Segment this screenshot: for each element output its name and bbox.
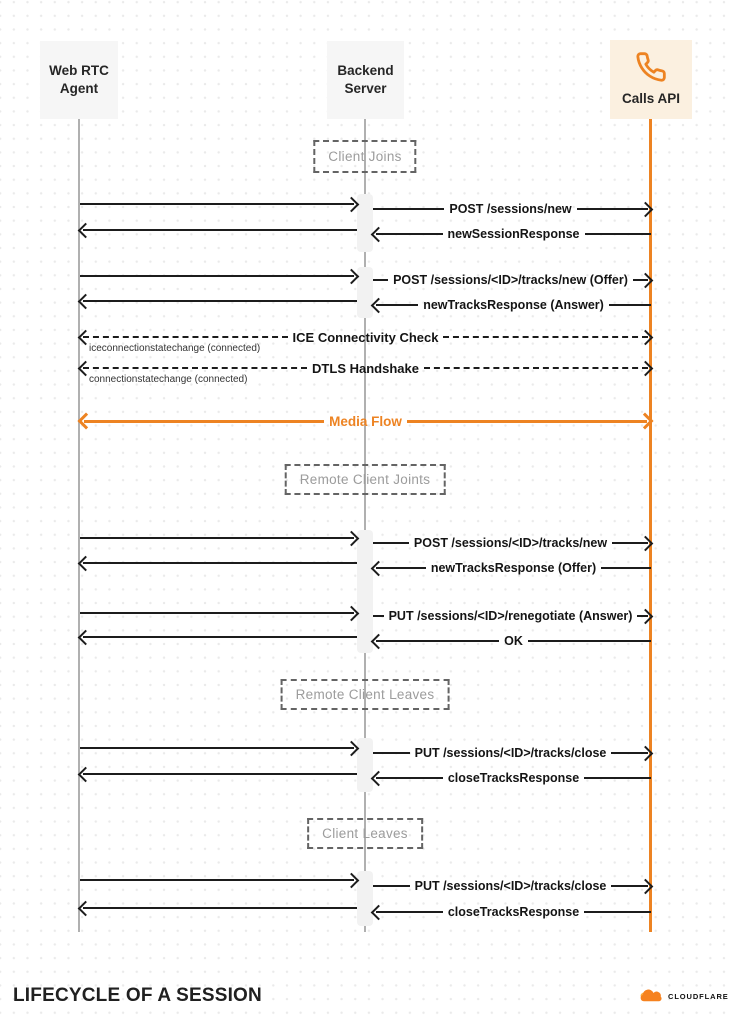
message-agent-to-backend-offer [80,267,357,285]
message-line [601,567,651,569]
message-label: newTracksResponse (Offer) [430,561,597,575]
message-label: newSessionResponse [447,227,580,241]
cloudflare-logo [638,989,729,1003]
message-line [584,911,651,913]
message-put-renegotiate-answer [373,607,651,625]
message-label: closeTracksResponse [447,771,580,785]
message-line [373,752,410,754]
message-label: POST /sessions/<ID>/tracks/new (Offer) [393,273,628,287]
message-backend-to-agent-session [80,221,357,239]
activation-bar [357,530,373,653]
participant-webrtc-agent [40,41,118,119]
arrowhead-left-icon [371,633,387,649]
message-new-session-response [373,225,651,243]
message-backend-to-agent-close-remote [80,765,357,783]
message-label: POST /sessions/<ID>/tracks/new [413,536,608,550]
message-close-tracks-response-remote [373,769,651,787]
message-label: PUT /sessions/<ID>/renegotiate (Answer) [388,609,633,623]
message-line [83,367,307,369]
message-post-sessions-new [373,200,651,218]
activation-bar [357,267,373,318]
message-label: closeTracksResponse [447,905,580,919]
arrowhead-right-icon [344,268,360,284]
message-line [83,300,357,302]
arrowhead-right-icon [637,413,654,430]
message-line [609,304,651,306]
participant-label: Web RTC [49,63,109,79]
message-line [83,336,288,338]
message-line [84,420,324,423]
message-line [83,229,357,231]
message-agent-to-backend-join [80,195,357,213]
message-media-flow [80,412,651,430]
message-agent-to-backend-renegotiate [80,604,357,622]
arrowhead-left-icon [371,770,387,786]
message-backend-to-agent-answer [80,292,357,310]
message-line [376,640,499,642]
arrowhead-right-icon [638,329,654,345]
message-post-tracks-new-offer [373,271,651,289]
message-renegotiate-ok [373,632,651,650]
participant-label: Agent [59,81,99,96]
arrowhead-right-icon [638,878,654,894]
message-line [80,747,354,749]
arrowhead-left-icon [371,904,387,920]
arrowhead-right-icon [638,360,654,376]
message-label: ICE Connectivity Check [292,329,439,345]
message-line [83,636,357,638]
arrowhead-left-icon [78,766,94,782]
arrowhead-left-icon [371,560,387,576]
message-put-tracks-close [373,877,651,895]
message-line [584,777,651,779]
message-agent-to-backend-remote-leave [80,739,357,757]
message-close-tracks-response [373,903,651,921]
lifeline-webrtc-agent [78,119,80,932]
message-line [373,208,444,210]
participant-label: Backend [337,63,394,79]
message-label: POST /sessions/new [449,202,572,216]
participant-backend-server [327,41,404,119]
cloudflare-cloud-icon [638,989,664,1003]
participant-label: Calls API [621,91,681,107]
message-line [407,420,647,423]
section-remote-client-leaves [281,679,450,710]
arrowhead-left-icon [78,413,95,430]
arrowhead-right-icon [638,535,654,551]
section-client-leaves [307,818,423,849]
arrowhead-right-icon [344,196,360,212]
message-label: DTLS Handshake [312,360,419,376]
message-line [80,537,354,539]
message-dtls-handshake [80,359,651,385]
activation-bar [357,194,373,252]
arrowhead-right-icon [344,530,360,546]
message-put-tracks-close-remote [373,744,651,762]
message-new-tracks-response-answer [373,296,651,314]
section-remote-client-joints [285,464,446,495]
arrowhead-left-icon [78,222,94,238]
arrowhead-right-icon [344,740,360,756]
participant-calls-api [610,40,692,119]
section-label: Remote Client Joints [299,472,431,487]
message-line [424,367,648,369]
message-backend-to-agent-offer [80,554,357,572]
arrowhead-right-icon [344,605,360,621]
participant-label: Server [344,81,387,96]
message-label: newTracksResponse (Answer) [423,298,604,312]
message-sublabel: iceconnectionstatechange (connected) [89,343,261,354]
message-line [80,203,354,205]
message-ice-connectivity-check [80,328,651,354]
section-label: Client Leaves [322,826,408,841]
message-sublabel: connectionstatechange (connected) [89,374,248,385]
arrowhead-right-icon [638,608,654,624]
phone-icon [635,51,667,83]
arrowhead-left-icon [371,226,387,242]
message-agent-to-backend-leave [80,871,357,889]
message-line [83,773,357,775]
section-label: Remote Client Leaves [295,687,435,702]
arrowhead-left-icon [78,629,94,645]
message-label: PUT /sessions/<ID>/tracks/close [414,746,607,760]
message-line [373,615,384,617]
activation-bar [357,738,373,792]
arrowhead-left-icon [78,555,94,571]
arrowhead-left-icon [78,293,94,309]
arrowhead-right-icon [638,745,654,761]
message-line [80,612,354,614]
message-label: OK [504,634,523,648]
activation-bar [357,871,373,926]
section-client-joins [313,140,416,173]
section-label: Client Joins [328,149,402,164]
arrowhead-right-icon [638,272,654,288]
message-label: PUT /sessions/<ID>/tracks/close [414,879,607,893]
message-line [83,907,357,909]
message-line [80,275,354,277]
message-label: Media Flow [329,413,402,429]
message-line [585,233,652,235]
message-line [528,640,651,642]
arrowhead-left-icon [78,900,94,916]
message-line [80,879,354,881]
message-agent-to-backend-remote-join [80,529,357,547]
message-backend-to-agent-close [80,899,357,917]
message-line [83,562,357,564]
arrowhead-right-icon [344,872,360,888]
message-post-tracks-new [373,534,651,552]
message-backend-to-agent-ok [80,628,357,646]
arrowhead-right-icon [638,201,654,217]
arrowhead-left-icon [371,297,387,313]
message-line [373,542,409,544]
message-line [373,885,410,887]
message-line [373,279,388,281]
message-line [443,336,648,338]
message-new-tracks-response-offer [373,559,651,577]
cloudflare-wordmark: CLOUDFLARE [668,991,729,1001]
diagram-title: LIFECYCLE OF A SESSION [13,985,262,1006]
